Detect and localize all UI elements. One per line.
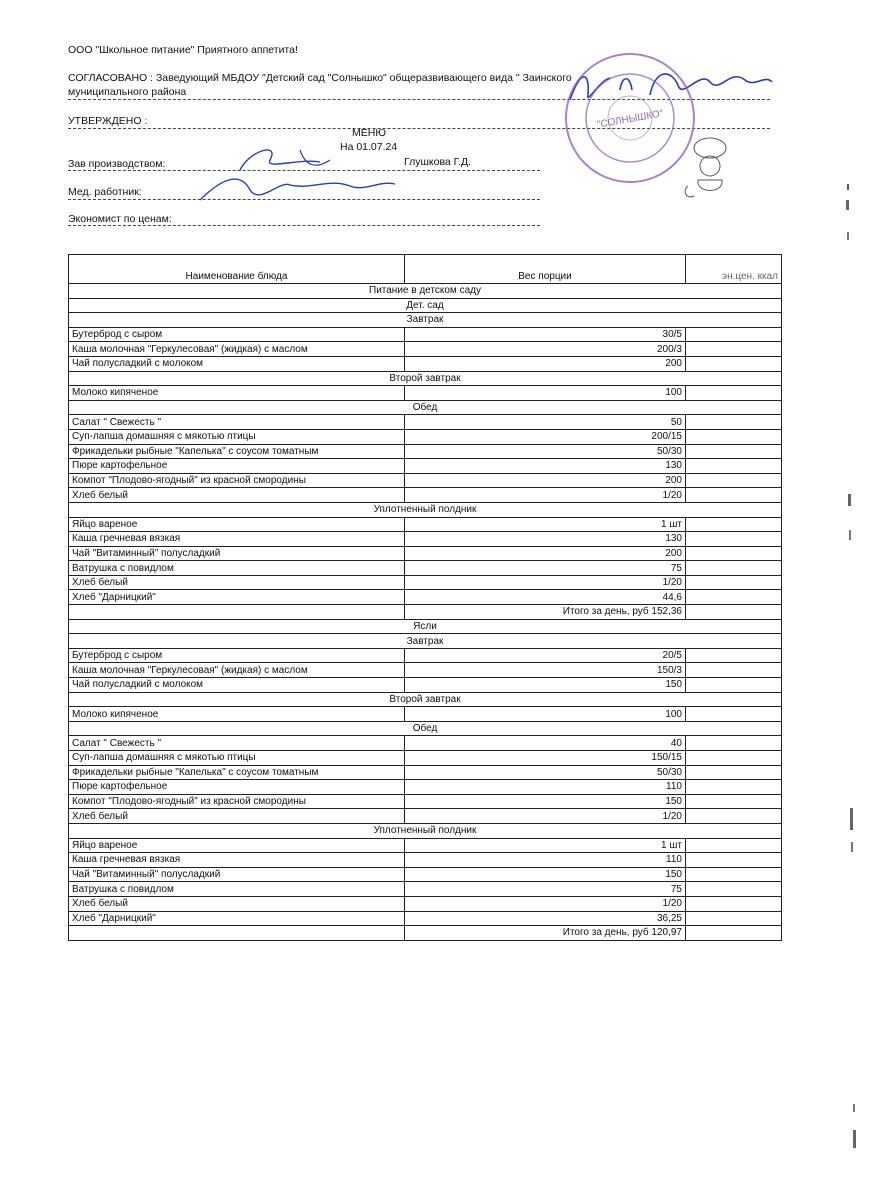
portion-weight: 150 xyxy=(405,794,686,809)
portion-weight: 150/3 xyxy=(405,663,686,678)
kcal-cell xyxy=(686,488,782,503)
dish-name: Салат " Свежесть " xyxy=(69,736,405,751)
portion-weight: 75 xyxy=(405,882,686,897)
table-row xyxy=(69,707,782,722)
dish-name: Молоко кипяченое xyxy=(69,386,405,401)
svg-text:"СОЛНЫШКО": "СОЛНЫШКО" xyxy=(596,108,665,131)
dish-name: Пюре картофельное xyxy=(69,780,405,795)
section-title: Второй завтрак xyxy=(69,371,782,386)
portion-weight: 150 xyxy=(405,867,686,882)
table-row xyxy=(69,356,782,371)
dish-name: Хлеб белый xyxy=(69,896,405,911)
table-section-row xyxy=(69,823,782,838)
table-row xyxy=(69,473,782,488)
kcal-cell xyxy=(686,751,782,766)
scan-speck xyxy=(843,800,863,870)
kcal-cell xyxy=(686,590,782,605)
table-section-row xyxy=(69,371,782,386)
dish-name: Салат " Свежесть " xyxy=(69,415,405,430)
dish-name: Чай полусладкий с молоком xyxy=(69,678,405,693)
column-header-kcal: эн.цен. ккал xyxy=(686,255,782,284)
dish-name: Каша молочная "Геркулесовая" (жидкая) с маслом xyxy=(69,663,405,678)
table-row xyxy=(69,678,782,693)
portion-weight: 20/5 xyxy=(405,648,686,663)
portion-weight: 110 xyxy=(405,853,686,868)
table-row xyxy=(69,386,782,401)
scan-speck xyxy=(840,490,860,560)
portion-weight: 200 xyxy=(405,473,686,488)
table-row xyxy=(69,838,782,853)
dish-name: Хлеб белый xyxy=(69,809,405,824)
kcal-cell xyxy=(686,853,782,868)
column-header-dish: Наименование блюда xyxy=(69,255,405,284)
kcal-cell xyxy=(686,473,782,488)
dish-name: Компот "Плодово-ягодный" из красной смородины xyxy=(69,794,405,809)
section-title: Обед xyxy=(69,400,782,415)
kcal-cell xyxy=(686,517,782,532)
dish-name: Хлеб белый xyxy=(69,488,405,503)
section-title: Питание в детском саду xyxy=(69,284,782,299)
empty-cell xyxy=(69,926,405,941)
table-row xyxy=(69,780,782,795)
portion-weight: 1 шт xyxy=(405,517,686,532)
kcal-cell xyxy=(686,532,782,547)
agreed-line: СОГЛАСОВАНО : Заведующий МБДОУ "Детский сад "Солнышко" общеразвивающего вида " Заинского xyxy=(68,72,572,84)
table-row xyxy=(69,327,782,342)
dish-name: Пюре картофельное xyxy=(69,459,405,474)
portion-weight: 36,25 xyxy=(405,911,686,926)
column-header-weight: Вес порции xyxy=(405,255,686,284)
dish-name: Ватрушка с повидлом xyxy=(69,882,405,897)
kcal-cell xyxy=(686,575,782,590)
dish-name: Каша гречневая вязкая xyxy=(69,532,405,547)
dish-name: Фрикадельки рыбные "Капелька" с соусом томатным xyxy=(69,765,405,780)
dish-name: Хлеб "Дарницкий" xyxy=(69,590,405,605)
portion-weight: 200/15 xyxy=(405,429,686,444)
table-row xyxy=(69,911,782,926)
table-row xyxy=(69,532,782,547)
dish-name: Чай полусладкий с молоком xyxy=(69,356,405,371)
dish-name: Молоко кипяченое xyxy=(69,707,405,722)
table-row xyxy=(69,736,782,751)
portion-weight: 110 xyxy=(405,780,686,795)
kcal-cell xyxy=(686,386,782,401)
table-row xyxy=(69,896,782,911)
portion-weight: 44,6 xyxy=(405,590,686,605)
dish-name: Чай "Витаминный" полусладкий xyxy=(69,867,405,882)
kcal-cell xyxy=(686,605,782,620)
table-row xyxy=(69,794,782,809)
portion-weight: 150/15 xyxy=(405,751,686,766)
dish-name: Яйцо вареное xyxy=(69,517,405,532)
table-row xyxy=(69,809,782,824)
economist-underline xyxy=(68,225,540,226)
kcal-cell xyxy=(686,911,782,926)
kcal-cell xyxy=(686,327,782,342)
table-row xyxy=(69,459,782,474)
kcal-cell xyxy=(686,867,782,882)
section-title: Второй завтрак xyxy=(69,692,782,707)
kcal-cell xyxy=(686,809,782,824)
production-name: Глушкова Г.Д. xyxy=(404,156,472,168)
table-row xyxy=(69,575,782,590)
dish-name: Компот "Плодово-ягодный" из красной смородины xyxy=(69,473,405,488)
table-section-row xyxy=(69,619,782,634)
table-row xyxy=(69,648,782,663)
portion-weight: 50 xyxy=(405,415,686,430)
table-row xyxy=(69,517,782,532)
kcal-cell xyxy=(686,415,782,430)
table-row xyxy=(69,444,782,459)
company-name: ООО "Школьное питание" Приятного аппетита! xyxy=(68,44,298,56)
section-title: Завтрак xyxy=(69,313,782,328)
section-title: Ясли xyxy=(69,619,782,634)
table-section-row xyxy=(69,502,782,517)
dish-name: Бутерброд с сыром xyxy=(69,327,405,342)
menu-date: На 01.07.24 xyxy=(340,141,398,153)
kcal-cell xyxy=(686,648,782,663)
dish-name: Хлеб белый xyxy=(69,575,405,590)
dish-name: Чай "Витаминный" полусладкий xyxy=(69,546,405,561)
portion-weight: 130 xyxy=(405,459,686,474)
dish-name: Суп-лапша домашняя с мякотью птицы xyxy=(69,429,405,444)
organization-stamp xyxy=(560,48,700,188)
portion-weight: 200 xyxy=(405,356,686,371)
menu-title: МЕНЮ xyxy=(352,127,386,139)
section-title: Уплотненный полдник xyxy=(69,823,782,838)
portion-weight: 1/20 xyxy=(405,488,686,503)
menu-table xyxy=(68,254,782,941)
table-row xyxy=(69,663,782,678)
portion-weight: 1/20 xyxy=(405,896,686,911)
kcal-cell xyxy=(686,342,782,357)
table-row xyxy=(69,342,782,357)
table-row xyxy=(69,415,782,430)
table-total-row xyxy=(69,605,782,620)
table-section-row xyxy=(69,721,782,736)
portion-weight: 100 xyxy=(405,386,686,401)
table-section-row xyxy=(69,313,782,328)
portion-weight: 200/3 xyxy=(405,342,686,357)
kcal-cell xyxy=(686,765,782,780)
kcal-cell xyxy=(686,882,782,897)
staff-signatures-image xyxy=(180,140,420,220)
dish-name: Фрикадельки рыбные "Капелька" с соусом томатным xyxy=(69,444,405,459)
portion-weight: 1/20 xyxy=(405,575,686,590)
table-total-row xyxy=(69,926,782,941)
portion-weight: 200 xyxy=(405,546,686,561)
kcal-cell xyxy=(686,794,782,809)
table-row xyxy=(69,751,782,766)
table-row xyxy=(69,882,782,897)
kcal-cell xyxy=(686,707,782,722)
table-row xyxy=(69,429,782,444)
table-row xyxy=(69,488,782,503)
portion-weight: 1/20 xyxy=(405,809,686,824)
table-row xyxy=(69,853,782,868)
portion-weight: 75 xyxy=(405,561,686,576)
table-row xyxy=(69,765,782,780)
day-total: Итого за день, руб 152,36 xyxy=(405,605,686,620)
dish-name: Суп-лапша домашняя с мякотью птицы xyxy=(69,751,405,766)
kcal-cell xyxy=(686,896,782,911)
portion-weight: 1 шт xyxy=(405,838,686,853)
dish-name: Хлеб "Дарницкий" xyxy=(69,911,405,926)
table-row xyxy=(69,546,782,561)
kcal-cell xyxy=(686,356,782,371)
table-row xyxy=(69,561,782,576)
kcal-cell xyxy=(686,546,782,561)
table-section-row xyxy=(69,634,782,649)
dish-name: Каша молочная "Геркулесовая" (жидкая) с маслом xyxy=(69,342,405,357)
chef-mascot-image xyxy=(680,130,740,210)
table-row xyxy=(69,867,782,882)
section-title: Уплотненный полдник xyxy=(69,502,782,517)
section-title: Обед xyxy=(69,721,782,736)
section-title: Дет. сад xyxy=(69,298,782,313)
table-section-row xyxy=(69,400,782,415)
table-section-row xyxy=(69,298,782,313)
table-section-row xyxy=(69,284,782,299)
portion-weight: 150 xyxy=(405,678,686,693)
table-section-row xyxy=(69,692,782,707)
kcal-cell xyxy=(686,780,782,795)
portion-weight: 50/30 xyxy=(405,765,686,780)
portion-weight: 130 xyxy=(405,532,686,547)
medic-label: Мед. работник: xyxy=(68,186,142,198)
portion-weight: 50/30 xyxy=(405,444,686,459)
dish-name: Каша гречневая вязкая xyxy=(69,853,405,868)
table-row xyxy=(69,590,782,605)
section-title: Завтрак xyxy=(69,634,782,649)
day-total: Итого за день, руб 120,97 xyxy=(405,926,686,941)
agreed-line-continued: муниципального района xyxy=(68,86,187,98)
portion-weight: 100 xyxy=(405,707,686,722)
economist-label: Экономист по ценам: xyxy=(68,213,172,225)
kcal-cell xyxy=(686,663,782,678)
dish-name: Яйцо вареное xyxy=(69,838,405,853)
kcal-cell xyxy=(686,444,782,459)
kcal-cell xyxy=(686,561,782,576)
kcal-cell xyxy=(686,838,782,853)
kcal-cell xyxy=(686,926,782,941)
table-header-row xyxy=(69,255,782,284)
production-label: Зав производством: xyxy=(68,158,166,170)
portion-weight: 40 xyxy=(405,736,686,751)
empty-cell xyxy=(69,605,405,620)
scan-speck xyxy=(846,1100,866,1170)
portion-weight: 30/5 xyxy=(405,327,686,342)
approved-label: УТВЕРЖДЕНО : xyxy=(68,115,148,127)
dish-name: Ватрушка с повидлом xyxy=(69,561,405,576)
kcal-cell xyxy=(686,678,782,693)
dish-name: Бутерброд с сыром xyxy=(69,648,405,663)
kcal-cell xyxy=(686,429,782,444)
scan-speck xyxy=(838,180,858,260)
kcal-cell xyxy=(686,736,782,751)
kcal-cell xyxy=(686,459,782,474)
